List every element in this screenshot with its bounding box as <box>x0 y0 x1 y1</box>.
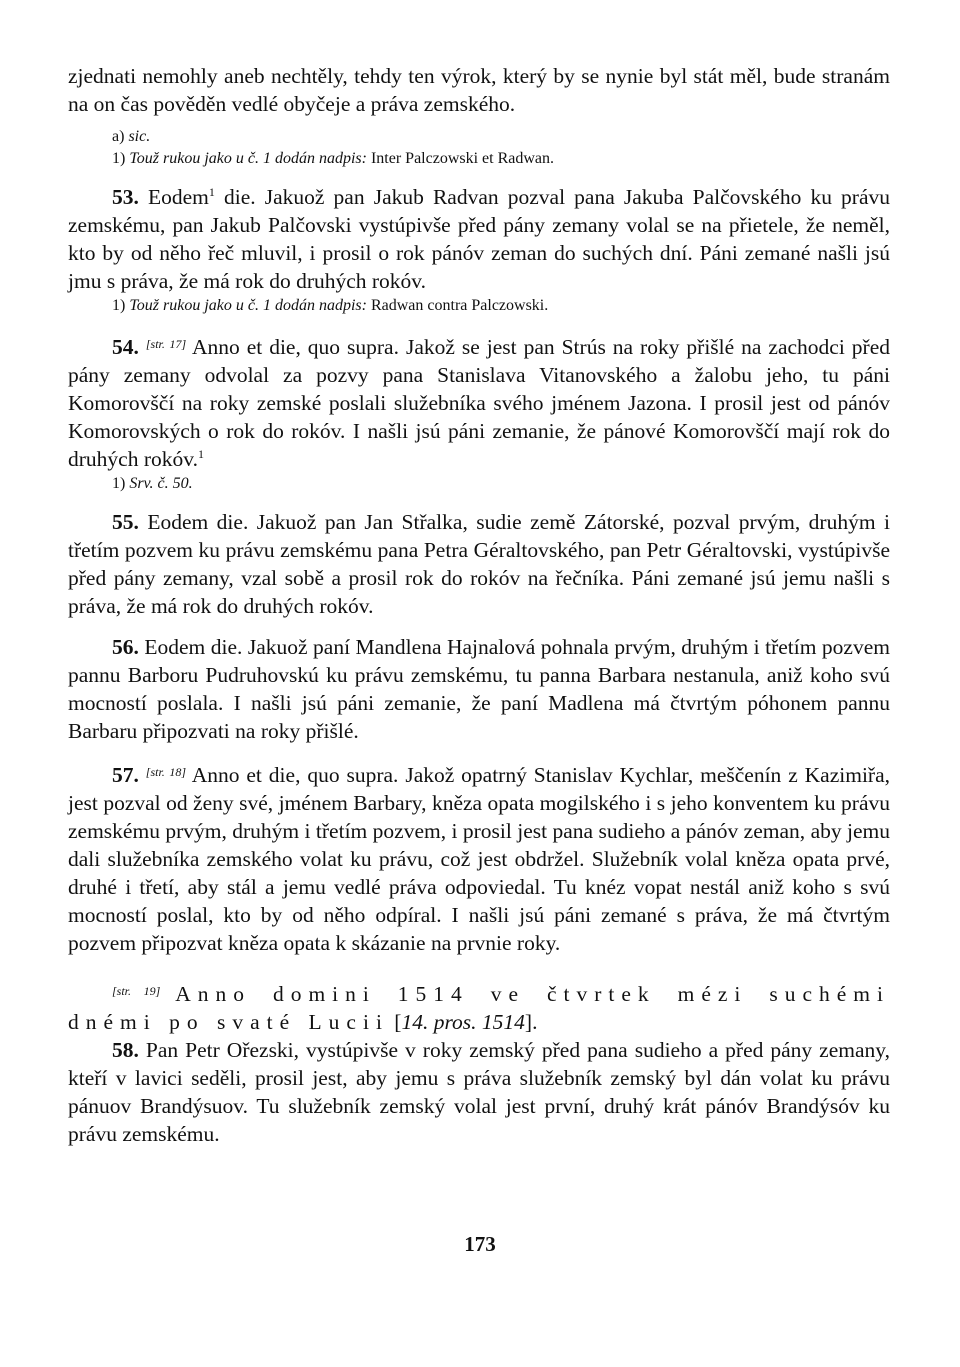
entry-57 <box>68 758 890 957</box>
heading-date: 14. pros. 1514 <box>401 1010 525 1034</box>
entry-body: Eodem die. Jakuož pan Jan Střalka, sudie země Zátorské, pozval prvým, druhým i třetím pozvem ku právu zemskému pana Petra Géraltovského, pan Petr Géraltovski, vystúpivše před pány zemany, vzal sobě a prosil rok do rokóv na řečníka. Páni zemané jsú jemu našli s práva, že má rok do druhých rokóv. <box>68 510 890 618</box>
footnote-italic: Srv. č. 50. <box>129 475 193 492</box>
entry-number: 58. <box>112 1038 139 1062</box>
footnote-54 <box>68 473 890 495</box>
entry-58 <box>68 1036 890 1148</box>
footnote-ref: 1 <box>208 184 215 199</box>
entry-body: Anno et die, quo supra. Jakož se jest pan Strús na roky přišlé na zachodci před pány zemany odvolal za pozvy pana Stanislava Vitanovského a žalobu jeho, tu páni Komorovščí na roky zemské poslali služebníka svého jménem Jazona. I prosil jest od pánóv Komorovských o rok do rokóv. I našli jsú páni zemanie, že pánové Komorovščí mají rok do druhých rokóv. <box>68 335 891 471</box>
page-reference: [str. 17] <box>145 337 187 351</box>
document-page <box>68 62 890 1148</box>
heading-text: Anno domini 1514 ve čtvrtek mézi suchémi dnémi po svaté Lucii <box>68 982 891 1034</box>
page-reference: [str. 18] <box>145 765 186 779</box>
footnote-marker: 1) <box>112 475 126 492</box>
date-heading: [str. 19] Anno domini 1514 ve čtvrtek mézi suchémi dnémi po svaté Lucii [14. pros. 1514]. <box>68 982 891 1034</box>
entry-number: 55. <box>112 510 139 534</box>
entry-number: 57. <box>112 763 139 787</box>
entry-53 <box>68 183 890 295</box>
footnote-text: Radwan contra Palczowski. <box>370 297 549 314</box>
entry-body: Anno et die, quo supra. Jakož opatrný Stanislav Kychlar, meščenín z Kazimiřa, jest pozval od ženy své, jménem Barbary, kněza opata mogilského i s jeho konventem ku právu zemskému prvým, druhým i třetím pozvem, i prosil jest pana sudieho a pánóv zeman, aby jemu dali služebníka zemského volat ku právu, což jest obdržel. Služebník volal kněza opata prvé, druhé i třetí, aby stál a jemu vedlé práva odpoviedal. Tu knéz vopat nestál aniž koho s svú mocností poslal, kto by od něho odpíral. I našli jsú páni zemané s práva, že má čtvrtým pozvem připozvat kněza opata k skázanie na prvnie roky. <box>68 763 891 955</box>
footnote-1-intro <box>68 148 890 170</box>
footnote-marker: a) <box>112 128 125 145</box>
footnote-italic: Touž rukou jako u č. 1 dodán nadpis: <box>129 150 367 167</box>
footnote-marker: 1) <box>112 150 126 167</box>
entry-55 <box>68 508 890 620</box>
intro-paragraph: zjednati nemohly aneb nechtěly, tehdy ten výrok, který by se nynie byl stát měl, bude stranám na on čas pověděn vedlé obyčeje a práva zemského. <box>68 64 890 116</box>
footnote-text: sic. <box>128 128 151 145</box>
footnote-italic: Touž rukou jako u č. 1 dodán nadpis: <box>129 297 367 314</box>
footnote-ref: 1 <box>197 446 204 461</box>
footnote-text: Inter Palczowski et Radwan. <box>370 150 555 167</box>
footnote-53 <box>68 295 890 317</box>
entry-body: Eodem die. Jakuož paní Mandlena Hajnalová pohnala prvým, druhým i třetím pozvem pannu Barboru Pudruhovskú ku právu zemskému, tu panna Barbara nestanula, aniž koho svú mocností poslala. I našli jsú páni zemanie, že paní Madlena má čtvrtým póhonem pannu Barbaru připozvati na roky přišlé. <box>68 635 890 743</box>
entry-number: 54. <box>112 335 139 359</box>
entry-number: 53. <box>112 185 139 209</box>
footnote-marker: 1) <box>112 297 126 314</box>
entry-body: die. Jakuož pan Jakub Radvan pozval pana Jakuba Palčovského ku právu zemskému, pan Jakub Palčovski vystúpivše před pány zemany volal se na přietele, že neměl, kto by od něho řeč mluvil, i prosil o rok pánóv zeman do suchých dní. Páni zemané našli jsú jmu s práva, že má rok do druhých rokóv. <box>68 185 891 293</box>
entry-body: Pan Petr Ořezski, vystúpivše v roky zemský před pana sudieho a před pány zemany, kteří v lavici seděli, prosil jest, aby jemu s práva služebník zemský byl dán volat ku právu pánuov Brandýsuov. Tu služebník zemský volal jest první, druhý krát pánóv Brandýsóv ku právu zemskému. <box>68 1038 891 1146</box>
entry-54 <box>68 330 890 473</box>
entry-number: 56. <box>112 635 139 659</box>
page-reference: [str. 19] <box>112 984 161 998</box>
entry-lead: Eodem <box>147 185 209 209</box>
footnote-a <box>68 126 890 148</box>
entry-56 <box>68 633 890 745</box>
page-number: 173 <box>464 1232 496 1256</box>
